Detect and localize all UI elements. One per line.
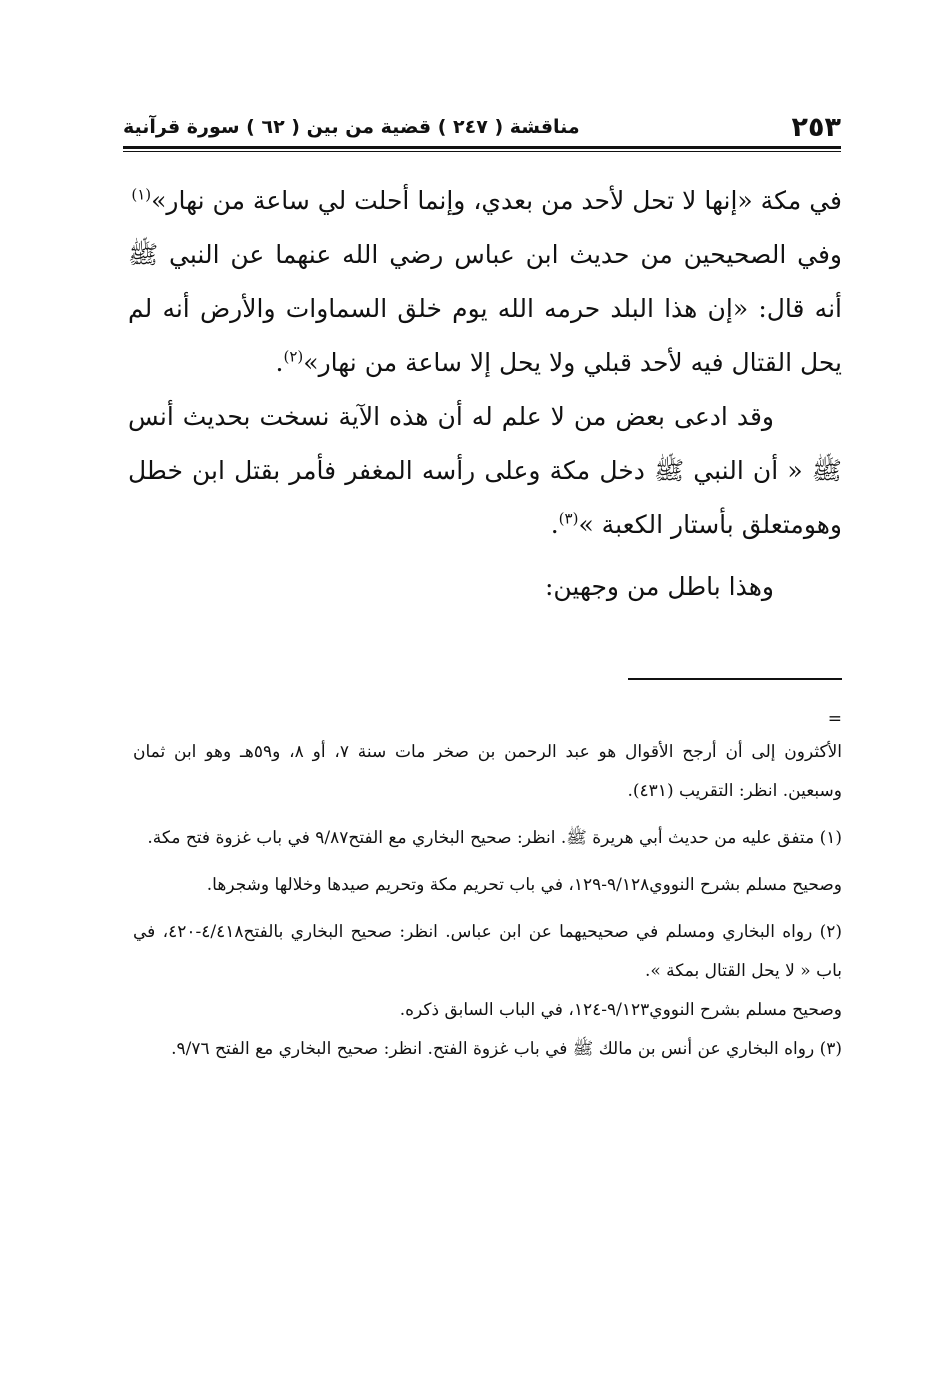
paragraph-3: وقد ادعى بعض من لا علم له أن هذه الآية نسخت بحديث أنس ﷺ « أن النبي ﷺ دخل مكة وعلى رأسه المغفر فأمر بقتل ابن خطل وهومتعلق بأستار الكعبة »$^{(٣)}$.: [128, 402, 842, 539]
main-text: [128, 174, 842, 614]
header-rule-thick: [123, 146, 841, 149]
footnote-ref-3: (٣): [558, 509, 579, 528]
footnote-2-extra: وصحيح مسلم بشرح النووي٩/١٢٣-١٢٤، في الباب السابق ذكره.: [399, 1000, 842, 1020]
page-number: ٢٥٣: [791, 111, 841, 143]
footnote-ref-2: (٢): [283, 347, 304, 366]
paragraph-4: وهذا باطل من وجهين:: [544, 572, 774, 601]
running-title: مناقشة ( ٢٤٧ ) قضية من بين ( ٦٢ ) سورة قرآنية: [123, 116, 580, 138]
footnotes: [133, 705, 842, 1069]
footnote-continuation: الأكثرون إلى أن أرجح الأقوال هو عبد الرحمن بن صخر مات سنة ٧، أو ٨، و٥٩هـ وهو ابن ثمان وسبعين. انظر: التقريب (٤٣١).: [133, 742, 843, 801]
footnote-continuation-mark: =: [827, 709, 842, 729]
running-header: [123, 110, 841, 144]
paragraph-2: وفي الصحيحين من حديث ابن عباس رضي الله عنهما عن النبي ﷺ أنه قال: «إن هذا البلد حرمه الله يوم خلق السماوات والأرض أنه لم يحل القتال فيه لأحد قبلي ولا يحل إلا ساعة من نهار»$^{(٢)}$.: [128, 240, 842, 377]
footnote-2: (٢) رواه البخاري ومسلم في صحيحيهما عن ابن عباس. انظر: صحيح البخاري بالفتح٤/٤١٨-٤٢٠، في باب « لا يحل القتال بمكة ».: [133, 922, 842, 981]
paragraph-1: في مكة «إنها لا تحل لأحد من بعدي، وإنما أحلت لي ساعة من نهار»$^{(١)}$: [131, 185, 842, 215]
footnote-3: (٣) رواه البخاري عن أنس بن مالك ﷺ في باب غزوة الفتح. انظر: صحيح البخاري مع الفتح ٩/٧٦.: [171, 1039, 842, 1059]
footnote-1: (١) متفق عليه من حديث أبي هريرة ﷺ. انظر: صحيح البخاري مع الفتح٩/٨٧ في باب غزوة فتح مكة.: [147, 828, 842, 848]
footnote-separator: [628, 678, 842, 680]
footnote-1-extra: وصحيح مسلم بشرح النووي٩/١٢٨-١٢٩، في باب تحريم مكة وتحريم صيدها وخلالها وشجرها.: [206, 875, 842, 895]
footnote-ref-1: (١): [131, 185, 152, 204]
header-rule-thin: [123, 151, 841, 152]
